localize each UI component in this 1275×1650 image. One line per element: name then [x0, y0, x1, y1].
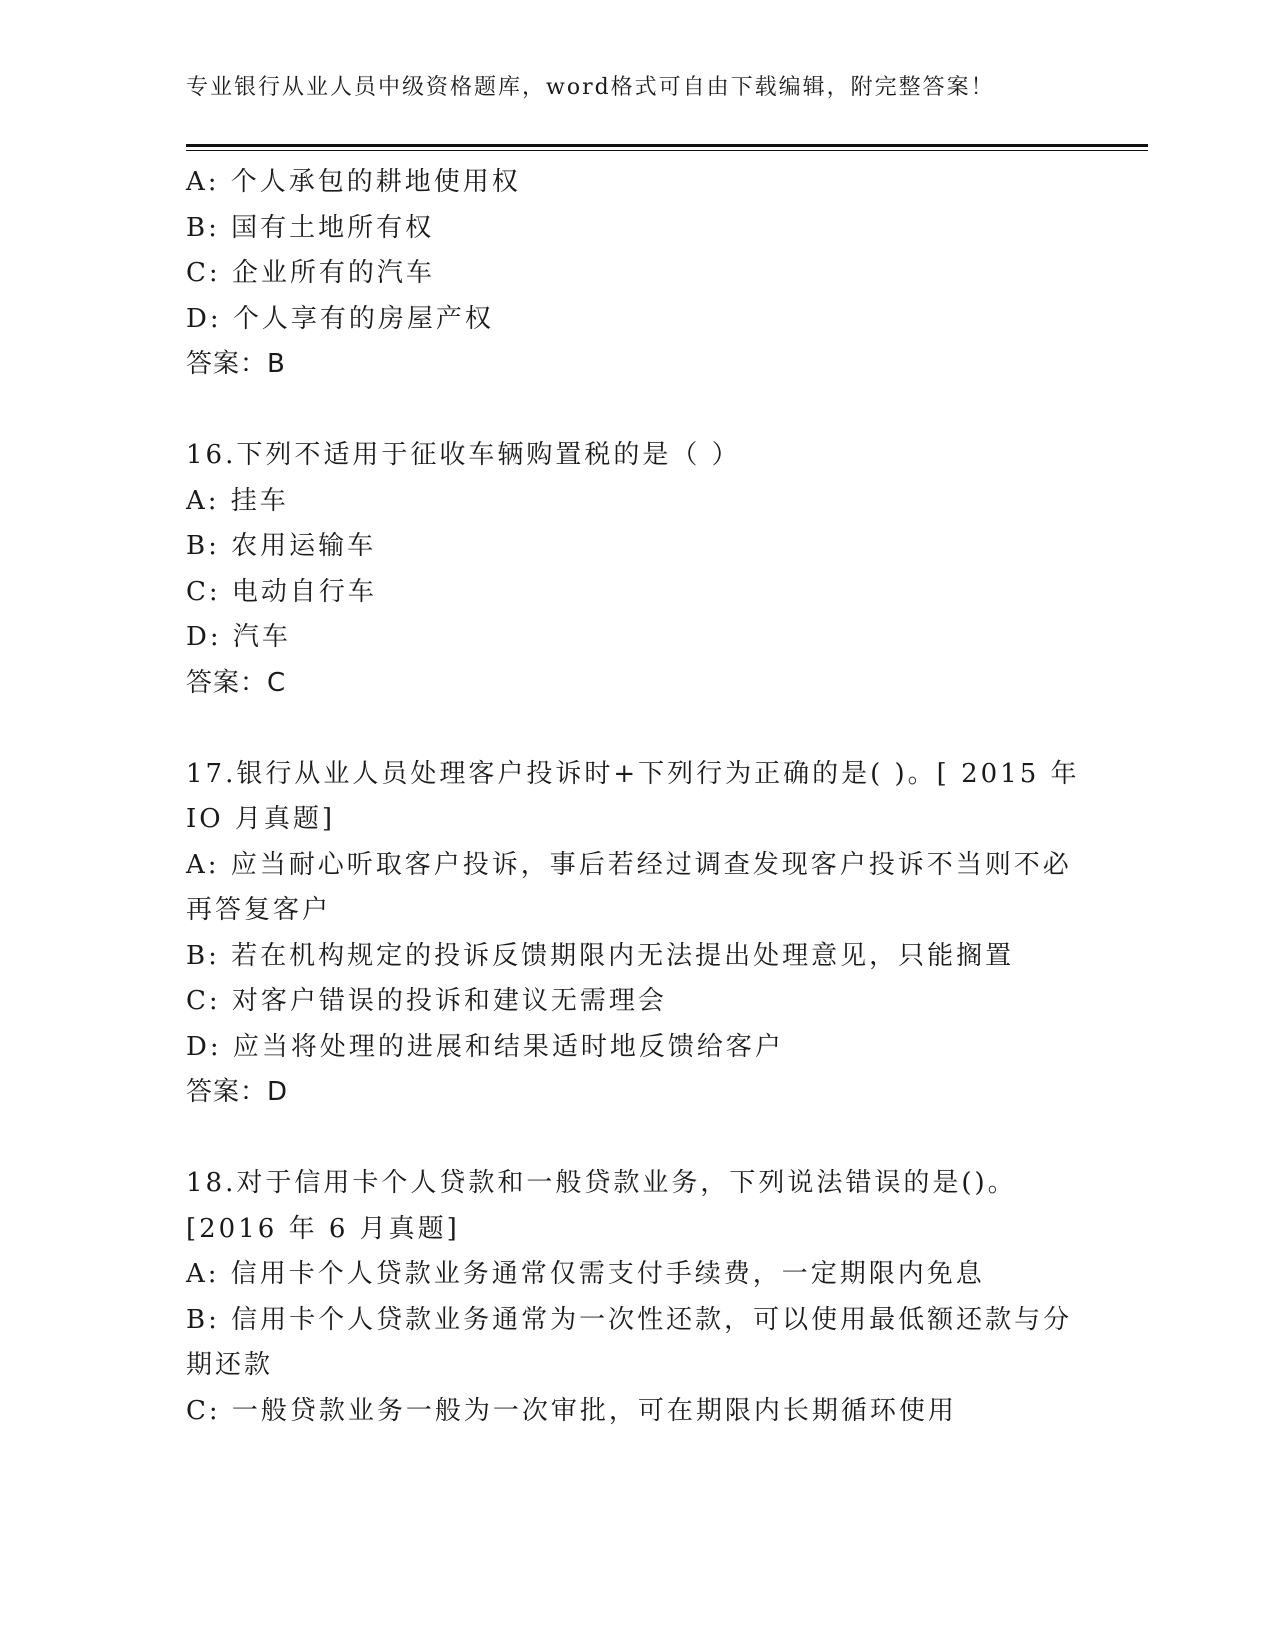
- option-a: A: 信用卡个人贷款业务通常仅需支付手续费，一定期限内免息: [186, 1259, 985, 1289]
- page-header: 专业银行从业人员中级资格题库，word格式可自由下载编辑，附完整答案！: [186, 75, 995, 100]
- question-15-options: [186, 160, 1086, 388]
- answer: 答案：B: [186, 349, 286, 379]
- option-b: B: 农用运输车: [186, 531, 377, 561]
- option-c: C: 电动自行车: [186, 576, 377, 607]
- option-c: C: 对客户错误的投诉和建议无需理会: [186, 986, 667, 1016]
- spacer: [186, 706, 1086, 752]
- question-text: 18.对于信用卡个人贷款和一般贷款业务，下列说法错误的是()。: [186, 1168, 1017, 1198]
- option-a: A: 应当耐心听取客户投诉，事后若经过调查发现客户投诉不当则不必: [186, 849, 1072, 880]
- document-body: [186, 160, 1086, 1434]
- option-a: A: 个人承包的耕地使用权: [186, 167, 521, 197]
- option-d: D: 汽车: [186, 622, 291, 652]
- question-17: [186, 752, 1086, 1116]
- question-text-cont: IO 月真题]: [186, 804, 335, 834]
- header-divider: [186, 144, 1148, 151]
- spacer: [186, 1116, 1086, 1162]
- answer: 答案：D: [186, 1077, 289, 1107]
- option-c: C: 企业所有的汽车: [186, 258, 435, 288]
- option-b: B: 若在机构规定的投诉反馈期限内无法提出处理意见，只能搁置: [186, 940, 1015, 971]
- question-16: [186, 433, 1086, 706]
- spacer: [186, 388, 1086, 434]
- option-a-cont: 再答复客户: [186, 895, 332, 925]
- option-b: B: 信用卡个人贷款业务通常为一次性还款，可以使用最低额还款与分: [186, 1304, 1073, 1335]
- answer: 答案：C: [186, 667, 287, 698]
- option-c: C: 一般贷款业务一般为一次审批，可在期限内长期循环使用: [186, 1395, 957, 1426]
- question-text: 17.银行从业人员处理客户投诉时+下列行为正确的是( )。[ 2015 年: [186, 758, 1080, 789]
- option-d: D: 应当将处理的进展和结果适时地反馈给客户: [186, 1031, 784, 1062]
- option-b-cont: 期还款: [186, 1350, 274, 1380]
- question-text: 16.下列不适用于征收车辆购置税的是（ ）: [186, 440, 741, 470]
- option-b: B: 国有土地所有权: [186, 212, 435, 243]
- option-d: D: 个人享有的房屋产权: [186, 303, 494, 334]
- question-text-cont: [2016 年 6 月真题]: [186, 1213, 460, 1244]
- option-a: A: 挂车: [186, 485, 289, 516]
- question-18: [186, 1161, 1086, 1434]
